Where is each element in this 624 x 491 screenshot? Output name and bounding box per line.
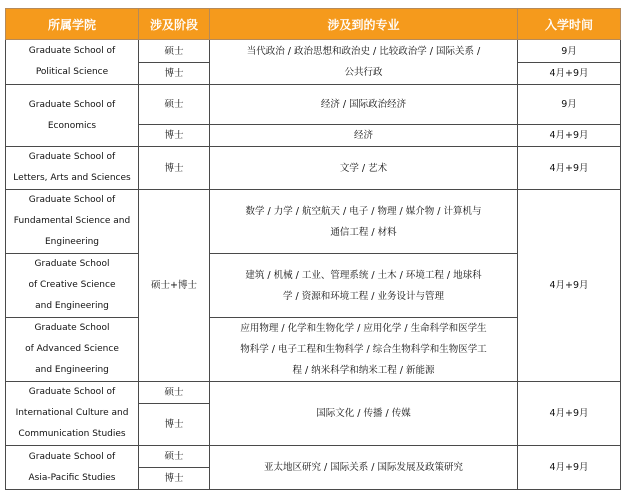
stage-intl-culture-master: 硕士 (139, 382, 210, 404)
header-row (6, 9, 621, 40)
time-science-group: 4月+9月 (518, 190, 621, 382)
major-letters: 文学 / 艺术 (210, 147, 518, 190)
header-major: 涉及到的专业 (210, 9, 518, 40)
time-economics-doctor: 4月+9月 (518, 125, 621, 147)
stage-asia-pacific-doctor: 博士 (139, 468, 210, 490)
stage-asia-pacific-master: 硕士 (139, 446, 210, 468)
stage-letters: 博士 (139, 147, 210, 190)
major-intl-culture: 国际文化 / 传播 / 传媒 (210, 382, 518, 446)
major-economics-doctor: 经济 (210, 125, 518, 147)
school-economics: Graduate School of Economics (6, 85, 139, 147)
time-asia-pacific: 4月+9月 (518, 446, 621, 490)
school-advanced: Graduate School of Advanced Science and Engineering (6, 318, 139, 382)
header-time: 入学时间 (518, 9, 621, 40)
stage-political-doctor: 博士 (139, 63, 210, 85)
table-row (6, 382, 621, 404)
stage-political-master: 硕士 (139, 40, 210, 63)
major-creative: 建筑 / 机械 / 工业、管理系统 / 土木 / 环境工程 / 地球科 学 / 资源和环境工程 / 业务设计与管理 (210, 254, 518, 318)
major-fundamental: 数学 / 力学 / 航空航天 / 电子 / 物理 / 媒介物 / 计算机与 通信工程 / 材料 (210, 190, 518, 254)
stage-economics-doctor: 博士 (139, 125, 210, 147)
table-row (6, 40, 621, 63)
header-school: 所属学院 (6, 9, 139, 40)
time-economics-master: 9月 (518, 85, 621, 125)
table-row (6, 190, 621, 254)
program-table (5, 8, 621, 490)
time-letters: 4月+9月 (518, 147, 621, 190)
stage-intl-culture-doctor: 博士 (139, 404, 210, 446)
table-row (6, 446, 621, 468)
school-creative: Graduate School of Creative Science and Engineering (6, 254, 139, 318)
school-political: Graduate School of Political Science (6, 40, 139, 85)
major-asia-pacific: 亚太地区研究 / 国际关系 / 国际发展及政策研究 (210, 446, 518, 490)
time-political-master: 9月 (518, 40, 621, 63)
major-advanced: 应用物理 / 化学和生物化学 / 应用化学 / 生命科学和医学生 物科学 / 电子工程和生物科学 / 综合生物科学和生物医学工 程 / 纳米科学和纳米工程 / 新能源 (210, 318, 518, 382)
time-intl-culture: 4月+9月 (518, 382, 621, 446)
table-row (6, 147, 621, 190)
school-letters: Graduate School of Letters, Arts and Sciences (6, 147, 139, 190)
header-stage: 涉及阶段 (139, 9, 210, 40)
time-political-doctor: 4月+9月 (518, 63, 621, 85)
table-row (6, 85, 621, 125)
major-economics-master: 经济 / 国际政治经济 (210, 85, 518, 125)
stage-science-group: 硕士+博士 (139, 190, 210, 382)
stage-economics-master: 硕士 (139, 85, 210, 125)
school-asia-pacific: Graduate School of Asia-Pacific Studies (6, 446, 139, 490)
school-fundamental: Graduate School of Fundamental Science and Engineering (6, 190, 139, 254)
school-intl-culture: Graduate School of International Culture and Communication Studies (6, 382, 139, 446)
major-political: 当代政治 / 政治思想和政治史 / 比较政治学 / 国际关系 / 公共行政 (210, 40, 518, 85)
